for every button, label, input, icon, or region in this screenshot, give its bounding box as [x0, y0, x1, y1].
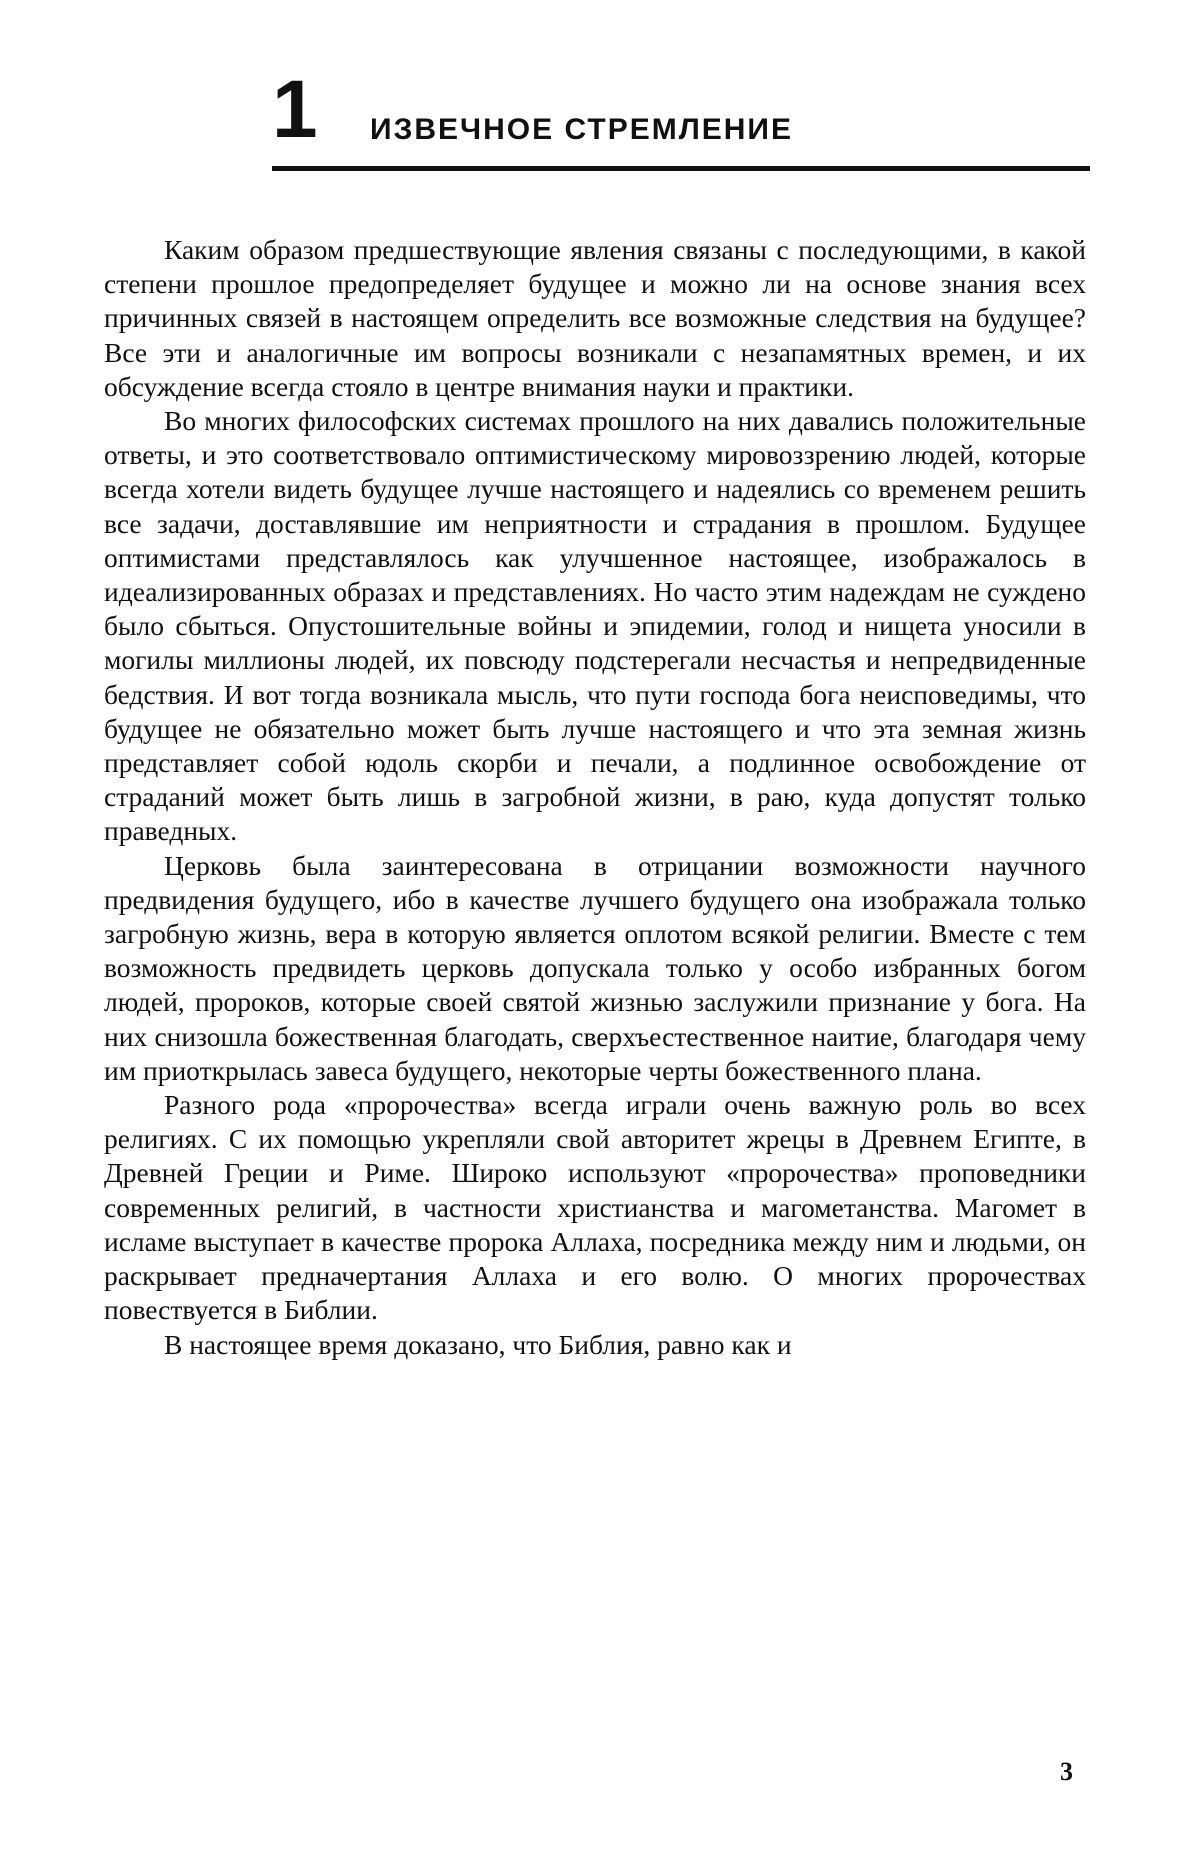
chapter-number: 1 — [272, 64, 318, 155]
paragraph: Церковь была заинтересована в отрицании возможности научного предвидения будущего, ибо в качестве лучшего будущего она изображала только загробную жизнь, вера в которую является оплотом всякой религии. Вместе с тем возможность предвидеть церковь допускала только у особо избранных богом людей, пророков, которые своей святой жизнью заслужили признание у бога. На них снизошла божественная благодать, сверхъестественное наитие, благодаря чему им приоткрылась завеса будущего, некоторые черты божественного плана. — [104, 849, 1086, 1086]
page-number: 3 — [1060, 1757, 1073, 1786]
chapter-divider — [272, 166, 1090, 171]
paragraph: Во многих философских системах прошлого на них давались положительные ответы, и это соответствовало оптимистическому мировоззрению людей, которые всегда хотели видеть будущее лучше настоящего и надеялись со временем решить все задачи, доставлявшие им неприятности и страдания в прошлом. Будущее оптимистами представлялось как улучшенное настоящее, изображалось в идеализированных образах и представлениях. Но часто этим надеждам не суждено было сбыться. Опустошительные войны и эпидемии, голод и нищета уносили в могилы миллионы людей, их повсюду подстерегали несчастья и непредвиденные бедствия. И вот тогда возникала мысль, что пути господа бога неисповедимы, что будущее не обязательно может быть лучше настоящего и что эта земная жизнь представляет собой юдоль скорби и печали, а подлинное освобождение от страданий может быть лишь в загробной жизни, в раю, куда допустят только праведных. — [104, 405, 1086, 847]
chapter-header — [272, 62, 1090, 174]
paragraph: Разного рода «пророчества» всегда играли очень важную роль во всех религиях. С их помощью укрепляли свой авторитет жрецы в Древнем Египте, в Древней Греции и Риме. Широко используют «пророчества» проповедники современных религий, в частности христианства и магометанства. Магомет в исламе выступает в качестве пророка Аллаха, посредника между ним и людьми, он раскрывает предначертания Аллаха и его волю. О многих пророчествах повествуется в Библии. — [104, 1089, 1086, 1326]
chapter-body — [104, 233, 1086, 1362]
paragraph: Каким образом предшествующие явления связаны с последующими, в какой степени прошлое предопределяет будущее и можно ли на основе знания всех причинных связей в настоящем определить все возможные следствия на будущее? Все эти и аналогичные им вопросы возникали с незапамятных времен, и их обсуждение всегда стояло в центре внимания науки и практики. — [104, 234, 1086, 402]
paragraph: В настоящее время доказано, что Библия, равно как и — [164, 1328, 792, 1360]
chapter-title: ИЗВЕЧНОЕ СТРЕМЛЕНИЕ — [370, 113, 794, 146]
